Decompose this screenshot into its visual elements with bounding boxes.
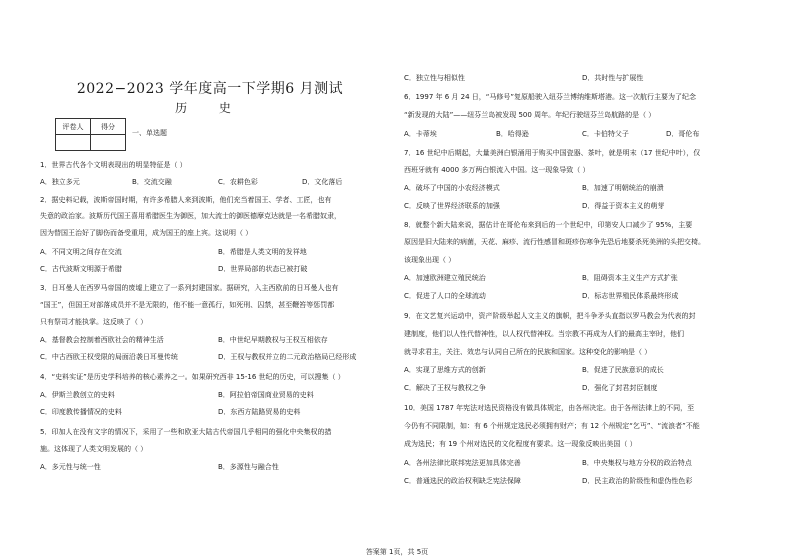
option-d[interactable]: D．东西方陆路贸易的史料 <box>218 408 301 416</box>
question-text: 3．日耳曼人在西罗马帝国的废墟上建立了一系列封建国家。据研究，入主西欧前的日耳曼人也有 <box>40 284 339 292</box>
option-a[interactable]: A．伊斯兰教创立的史料 <box>40 391 115 399</box>
question-text: 成为选民；有 19 个州对选民的文化程度有要求。这一现象反映出美国（ ） <box>404 440 637 448</box>
option-c[interactable]: C．普通选民的政治权利缺乏宪法保障 <box>404 477 521 485</box>
score-table <box>55 118 126 151</box>
option-d[interactable]: D．王权与教权并立的二元政治格局已经形成 <box>218 353 357 361</box>
question-text: 该现象出现（ ） <box>404 256 456 264</box>
question-text: 6．1997 年 6 月 24 日，“马修号”复原船驶入纽芬兰博纳维斯塔港。这一次航行主要为了纪念 <box>404 93 697 101</box>
question-text: 失意的政治家。波斯历代国王喜用希腊医生为御医，加大流士的御医德摩克达就是一名希腊奴隶， <box>40 212 341 220</box>
option-b[interactable]: B．阿拉伯帝国商业贸易的史料 <box>218 391 314 399</box>
question-text: 今仍有不同限制，如：有 6 个州规定选民必须拥有财产；有 12 个州规定“乞丐”、“流浪者”不能 <box>404 422 700 430</box>
page-footer: 答案第 1页，共 5页 <box>365 548 429 556</box>
option-b[interactable]: B．多源性与融合性 <box>218 463 279 471</box>
question-text: 只有祭司才能执掌。这反映了（ ） <box>40 318 148 326</box>
question-text: 就寻求君主，关注、效忠与认同自己所在的民族和国家。这种变化的影响是（ ） <box>404 348 652 356</box>
question-text: 施。这体现了人类文明发展的（ ） <box>40 445 148 453</box>
score-label: 得分 <box>91 119 126 135</box>
option-d[interactable]: D．世界局部的状态已被打破 <box>218 265 308 273</box>
question-text: 因为替国王治好了脚伤而备受重用，成为国王的座上宾。这说明（ ） <box>40 229 253 237</box>
option-a[interactable]: A．卡蒂埃 <box>404 130 437 138</box>
question-text: 4．“史料实证”是历史学科培养的核心素养之一。如果研究西非 15-16 世纪的历史，可以搜集（ ） <box>40 373 345 381</box>
option-a[interactable]: A．破坏了中国的小农经济模式 <box>404 184 500 192</box>
grader-cell[interactable] <box>56 135 91 151</box>
question-text: 7．16 世纪中后期起，大量美洲白银涌用于购买中国瓷器、茶叶，就是明末（17 世纪中叶），仅 <box>404 149 701 157</box>
section-heading: 一、单选题 <box>132 129 167 137</box>
option-d[interactable]: D．得益于资本主义的萌芽 <box>582 202 665 210</box>
exam-subject: 历 史 <box>175 101 245 115</box>
option-b[interactable]: B．交流交融 <box>132 178 172 186</box>
question-text: 9．在文艺复兴运动中，资产阶级举起人文主义的旗帜，把斗争矛头直指以罗马教会为代表的封 <box>404 312 696 320</box>
option-b[interactable]: B．哈得逊 <box>496 130 529 138</box>
question-text: 1．世界古代各个文明表现出的明显特征是（ ） <box>40 161 187 169</box>
option-a[interactable]: A．基督教会控制着西欧社会的精神生活 <box>40 336 164 344</box>
question-text: 10．美国 1787 年宪法对选民资格没有做具体规定，由各州决定。由于各州法律上的不同，至 <box>404 404 695 412</box>
option-d[interactable]: D．文化落后 <box>302 178 343 186</box>
option-b[interactable]: B．中央集权与地方分权的政治特点 <box>582 459 692 467</box>
option-b[interactable]: B．加速了明朝统治的崩溃 <box>582 184 664 192</box>
question-text: 2．据史料记载，波斯帝国时期，有许多希腊人来到波斯，他们充当着国王、学者、工匠，也有 <box>40 196 332 204</box>
option-c[interactable]: C．古代波斯文明源于希腊 <box>40 265 122 273</box>
option-d[interactable]: D．强化了封君封臣制度 <box>582 384 658 392</box>
question-text: 8．就整个新大陆来说，据估计在哥伦布来到后的一个世纪中，印第安人口减少了 95%，主要 <box>404 221 693 229</box>
option-c[interactable]: C．农耕色彩 <box>218 178 258 186</box>
option-a[interactable]: A．实现了思维方式的创新 <box>404 366 486 374</box>
option-c[interactable]: C．卡伯特父子 <box>582 130 629 138</box>
option-b[interactable]: B．促进了民族意识的成长 <box>582 366 664 374</box>
option-a[interactable]: A．独立多元 <box>40 178 80 186</box>
option-d[interactable]: D．共时性与扩展性 <box>582 74 644 82</box>
score-cell[interactable] <box>91 135 126 151</box>
question-text: 西班牙就有 4000 多万两白银流入中国。这一现象导致（ ） <box>404 166 590 174</box>
option-c[interactable]: C．解决了王权与教权之争 <box>404 384 486 392</box>
option-c[interactable]: C．反映了世界经济联系的加强 <box>404 202 500 210</box>
option-a[interactable]: A．加速欧洲建立殖民统治 <box>404 274 486 282</box>
option-c[interactable]: C．印度教传播情况的史料 <box>40 408 122 416</box>
option-a[interactable]: A．多元性与统一性 <box>40 463 101 471</box>
option-c[interactable]: C．独立性与相似性 <box>404 74 465 82</box>
exam-title: 2022−2023 学年度高一下学期6 月测试 <box>76 81 344 97</box>
option-d[interactable]: D．哥伦布 <box>666 130 700 138</box>
option-d[interactable]: D．标志世界殖民体系最终形成 <box>582 292 679 300</box>
option-d[interactable]: D．民主政治的阶级性和虚伪性色彩 <box>582 477 693 485</box>
question-text: 原因是旧大陆来的病菌，天花、麻疹、流行性感冒和斑疹伤寒争先恐后地要杀死美洲的头把交椅。 <box>404 238 705 246</box>
question-text: “国王”，但国王对部落成员并不是无限的，他不能一意孤行，如死刑、囚禁，甚至鞭笞等惩罚都 <box>40 301 335 309</box>
option-c[interactable]: C．中古西欧王权受限的局面沿袭日耳曼传统 <box>40 353 178 361</box>
option-b[interactable]: B．中世纪早期教权与王权互相依存 <box>218 336 328 344</box>
question-text: “新发现的大陆”——纽芬兰岛被发现 500 周年。年纪行驶纽芬兰岛航路的是（ ） <box>404 111 656 119</box>
grader-label: 评卷人 <box>56 119 91 135</box>
option-b[interactable]: B．阻碍资本主义生产方式扩张 <box>582 274 678 282</box>
option-a[interactable]: A．不同文明之间存在交流 <box>40 248 122 256</box>
question-text: 建制度，他们以人性代替神性，以人权代替神权。当宗教不再成为人们的最高主宰时，他们 <box>404 330 684 338</box>
option-a[interactable]: A．各州法律比联邦宪法更加具体完善 <box>404 459 521 467</box>
question-text: 5．印加人在没有文字的情况下，采用了一些和欧亚大陆古代帝国几乎相同的强化中央集权的措 <box>40 428 332 436</box>
option-b[interactable]: B．希腊是人类文明的发祥地 <box>218 248 307 256</box>
option-c[interactable]: C．促进了人口的全球流动 <box>404 292 486 300</box>
